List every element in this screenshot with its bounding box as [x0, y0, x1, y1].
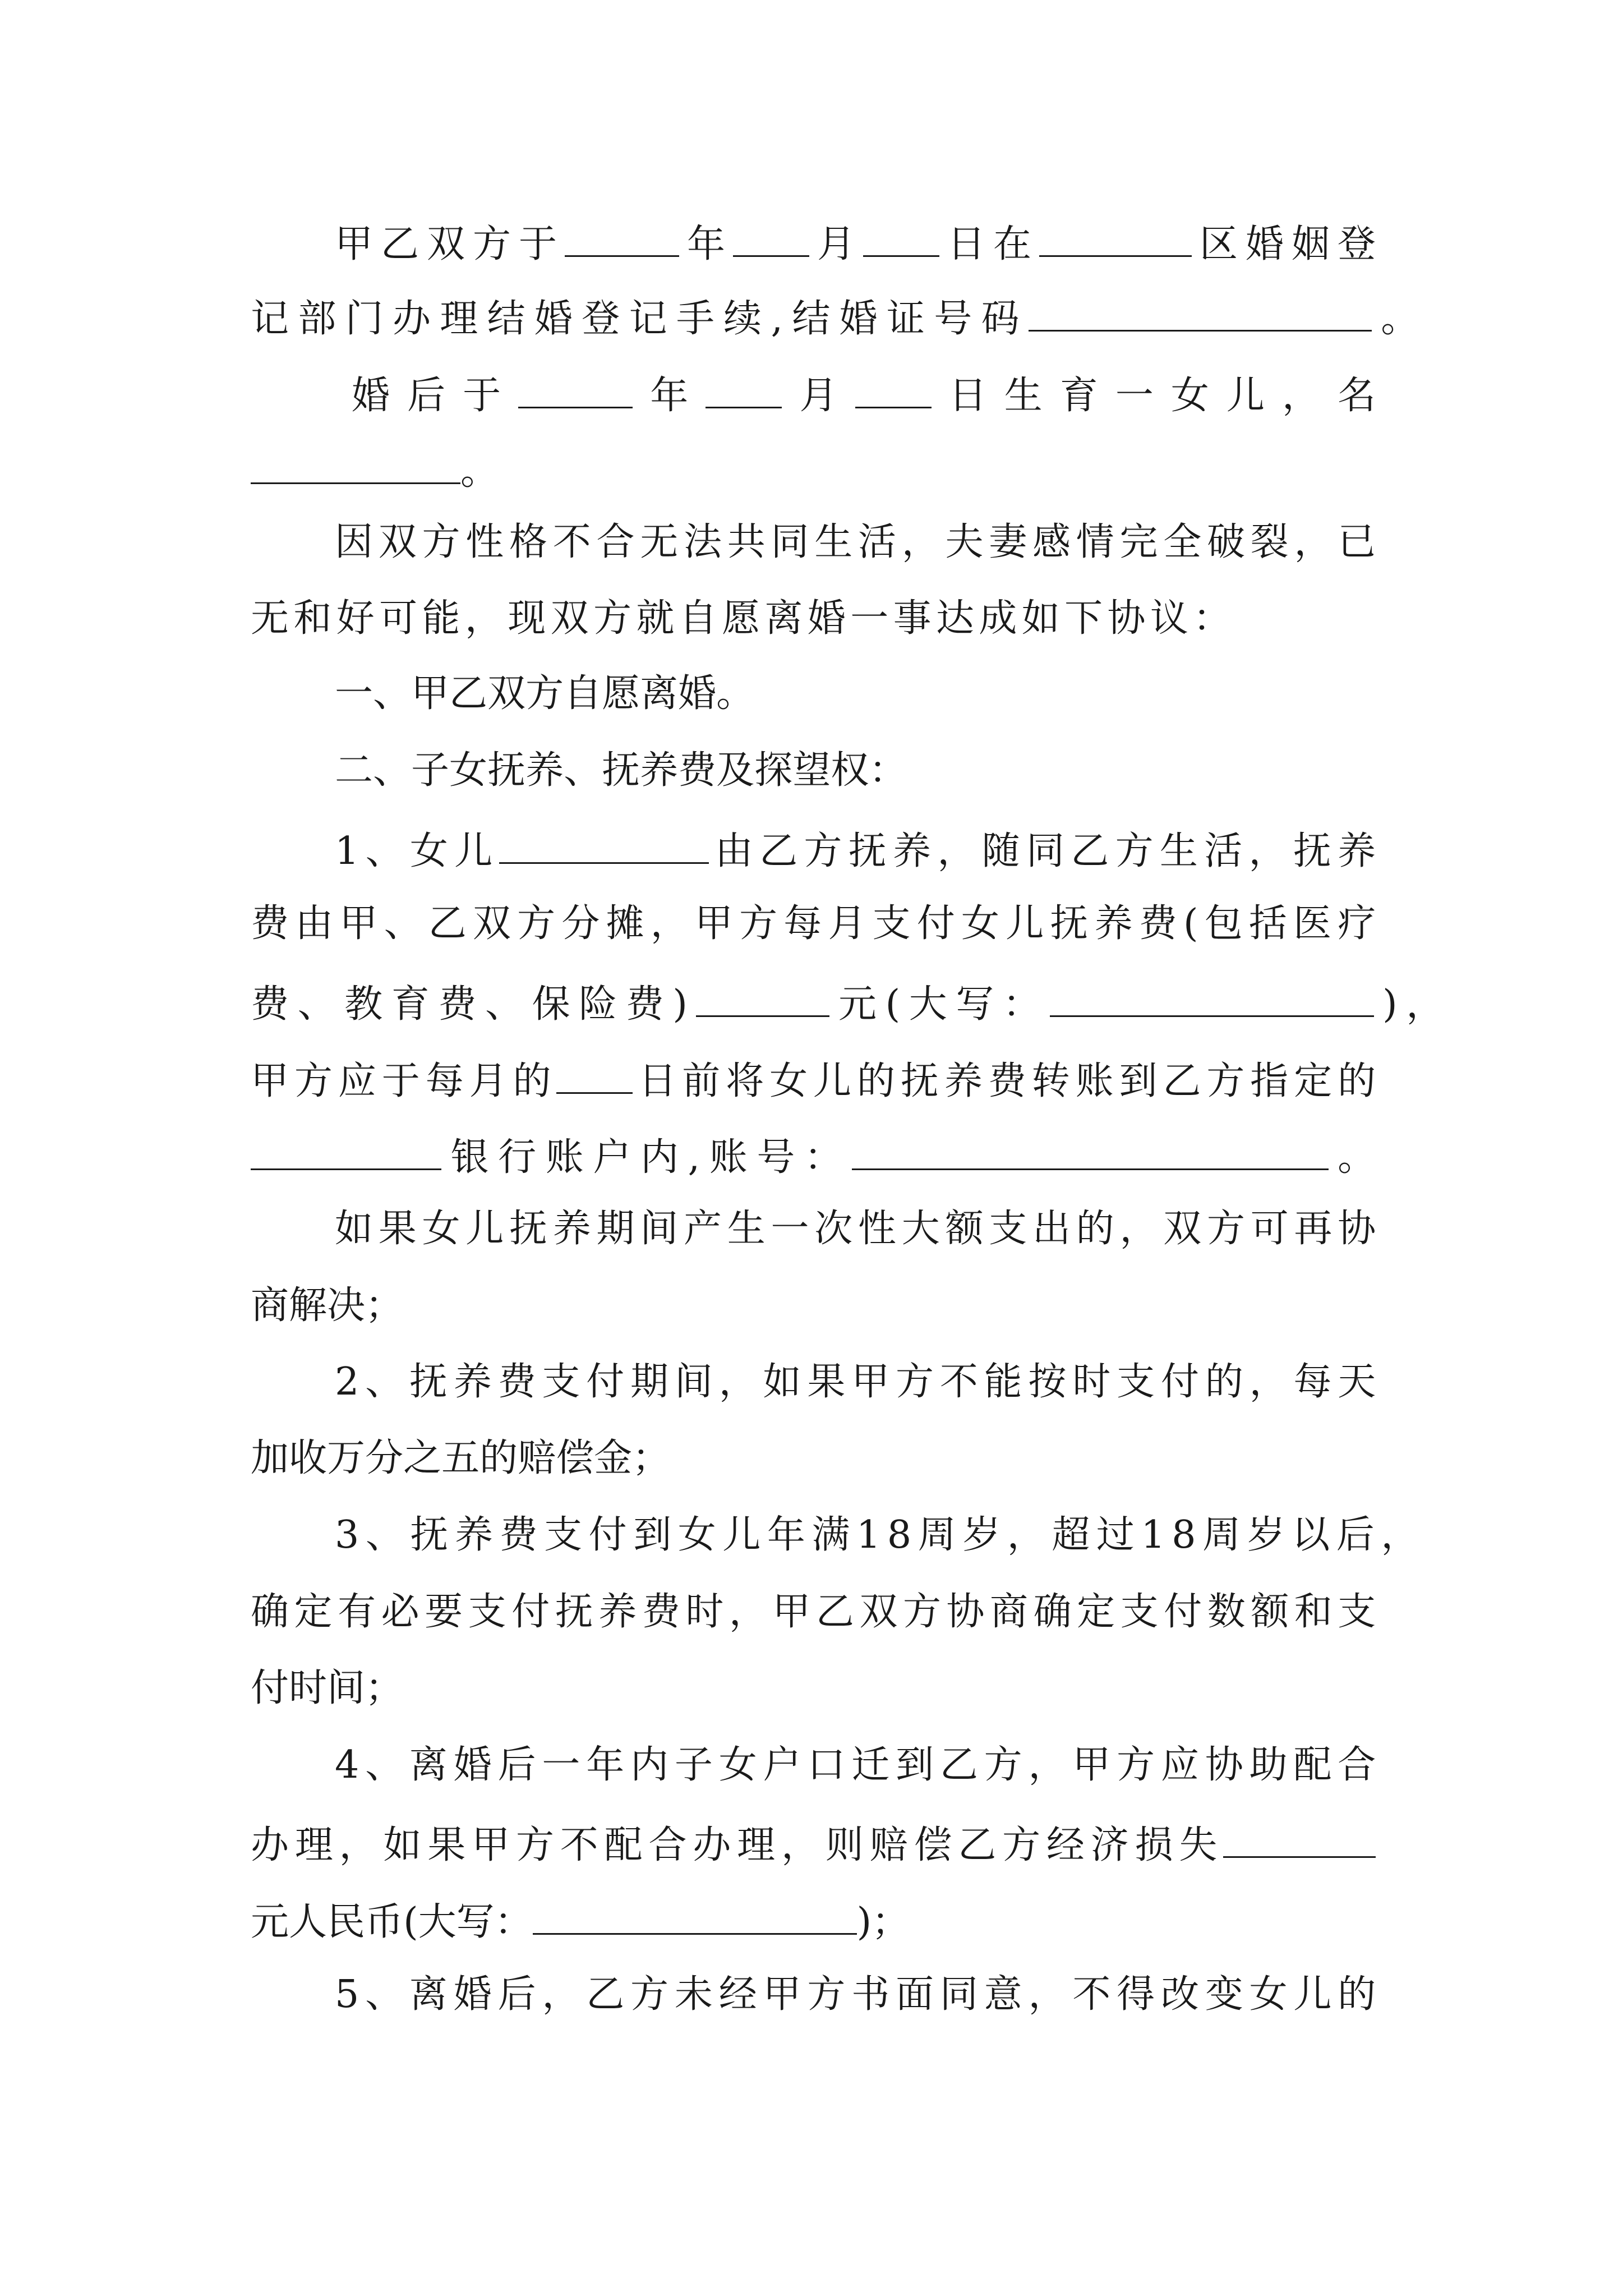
- text-line: 4 、 离 婚 后 一 年 内 子 女 户 口 迁 到 乙 方 ， 甲 方 应 协 助 配 合: [335, 1743, 1376, 1787]
- fill-in-blank: [1039, 222, 1192, 257]
- text-line: 如 果 女 儿 抚 养 期 间 产 生 一 次 性 大 额 支 出 的 ， 双 方 可 再 协: [335, 1207, 1376, 1251]
- fill-in-blank: [852, 1135, 1329, 1170]
- text-line: 因 双 方 性 格 不 合 无 法 共 同 生 活 ， 夫 妻 感 情 完 全 破 裂 ， 已: [335, 520, 1376, 564]
- text-line: 付时间；: [251, 1666, 404, 1710]
- fill-in-blank: [706, 373, 782, 408]
- fill-in-blank: [499, 829, 709, 864]
- fill-in-blank: [1050, 982, 1374, 1017]
- fill-in-blank: [556, 1059, 633, 1094]
- text-line: 记 部 门 办 理 结 婚 登 记 手 续 , 结 婚 证 号 码 。: [251, 297, 1419, 341]
- text-line: 加收万分之五的赔偿金；: [251, 1436, 671, 1480]
- fill-in-blank: [696, 982, 829, 1017]
- text-line: 一、甲乙双方自愿离婚。: [335, 671, 755, 716]
- text-line: 2 、 抚 养 费 支 付 期 间 ， 如 果 甲 方 不 能 按 时 支 付 的 ， 每 天: [335, 1360, 1376, 1404]
- text-line: 费 由 甲 、 乙 双 方 分 摊 ， 甲 方 每 月 支 付 女 儿 抚 养 费 ( 包 括 医 疗: [251, 901, 1376, 946]
- fill-in-blank: [1029, 296, 1372, 332]
- fill-in-blank: [733, 222, 809, 257]
- text-line: 甲 乙 双 方 于 年 月 日 在 区 婚 姻 登: [335, 222, 1376, 266]
- text-line: 。: [251, 449, 499, 491]
- text-line: 元人民币(大写： )；: [251, 1900, 910, 1944]
- text-line: 银 行 账 户 内 , 账 号 ： 。: [251, 1135, 1376, 1177]
- text-line: 费 、 教 育 费 、 保 险 费 ) 元 ( 大 写 ： ) ，: [251, 982, 1445, 1027]
- text-line: 办 理 ， 如 果 甲 方 不 配 合 办 理 ， 则 赔 偿 乙 方 经 济 损 失: [251, 1823, 1376, 1865]
- fill-in-blank: [863, 222, 939, 257]
- text-line: 商解决；: [251, 1283, 404, 1328]
- fill-in-blank: [518, 373, 633, 408]
- text-line: 5 、 离 婚 后 ， 乙 方 未 经 甲 方 书 面 同 意 ， 不 得 改 变 女 儿 的: [335, 1972, 1376, 2017]
- fill-in-blank: [855, 373, 932, 408]
- fill-in-blank: [1223, 1823, 1376, 1858]
- text-line: 1 、 女 儿 由 乙 方 抚 养 ， 随 同 乙 方 生 活 ， 抚 养: [335, 829, 1376, 873]
- text-line: 甲 方 应 于 每 月 的 日 前 将 女 儿 的 抚 养 费 转 账 到 乙 方 指 定 的: [251, 1059, 1376, 1103]
- fill-in-blank: [251, 449, 460, 484]
- text-line: 无 和 好 可 能 ， 现 双 方 就 自 愿 离 婚 一 事 达 成 如 下 协 议 ：: [251, 596, 1232, 641]
- text-line: 婚 后 于 年 月 日 生 育 一 女 儿 ， 名: [352, 374, 1376, 418]
- fill-in-blank: [533, 1899, 857, 1935]
- fill-in-blank: [251, 1135, 441, 1170]
- fill-in-blank: [565, 222, 679, 257]
- text-line: 二、子女抚养、抚养费及探望权：: [335, 748, 907, 793]
- text-line: 3 、 抚 养 费 支 付 到 女 儿 年 满 1 8 周 岁 ， 超 过 1 8 周 岁 以 后 ，: [335, 1513, 1419, 1557]
- text-line: 确 定 有 必 要 支 付 抚 养 费 时 ， 甲 乙 双 方 协 商 确 定 支 付 数 额 和 支: [251, 1590, 1376, 1634]
